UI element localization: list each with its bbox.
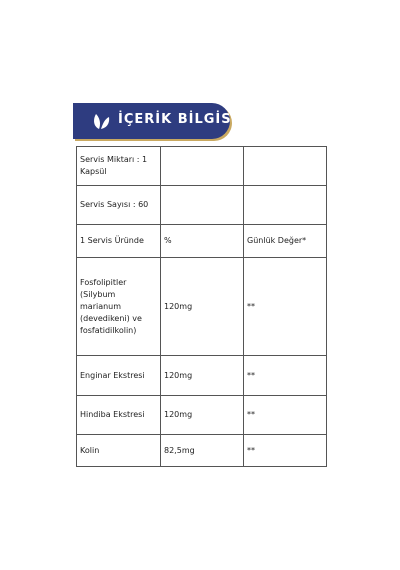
table-cell [161,147,244,186]
table-cell: Servis Sayısı : 60 [77,186,161,225]
table-cell [244,186,327,225]
table-cell: Fosfolipitler (Silybum marianum (devedikeni) ve fosfatidilkolin) [77,258,161,356]
table-row [77,396,327,435]
table-cell: 120mg [161,258,244,356]
leaf-icon [92,113,110,130]
table-row [77,186,327,225]
table-row [77,147,327,186]
table-cell: ** [244,396,327,435]
table-cell [161,186,244,225]
table-cell: 120mg [161,356,244,396]
nutrition-table [76,146,327,467]
table-cell: Kolin [77,435,161,467]
table-cell: ** [244,258,327,356]
table-cell: Enginar Ekstresi [77,356,161,396]
table-cell: Günlük Değer* [244,225,327,258]
section-header [73,103,238,139]
table-cell: ** [244,435,327,467]
table-row [77,356,327,396]
table-cell: Hindiba Ekstresi [77,396,161,435]
table-row [77,435,327,467]
table-cell: 120mg [161,396,244,435]
table-cell: 82,5mg [161,435,244,467]
table-cell: ** [244,356,327,396]
table-cell: % [161,225,244,258]
table-header-row [77,225,327,258]
table-cell [244,147,327,186]
table-cell: 1 Servis Üründe [77,225,161,258]
table-row [77,258,327,356]
table-cell: Servis Miktarı : 1 Kapsül [77,147,161,186]
section-title: İÇERİK BİLGİSİ [118,112,238,127]
